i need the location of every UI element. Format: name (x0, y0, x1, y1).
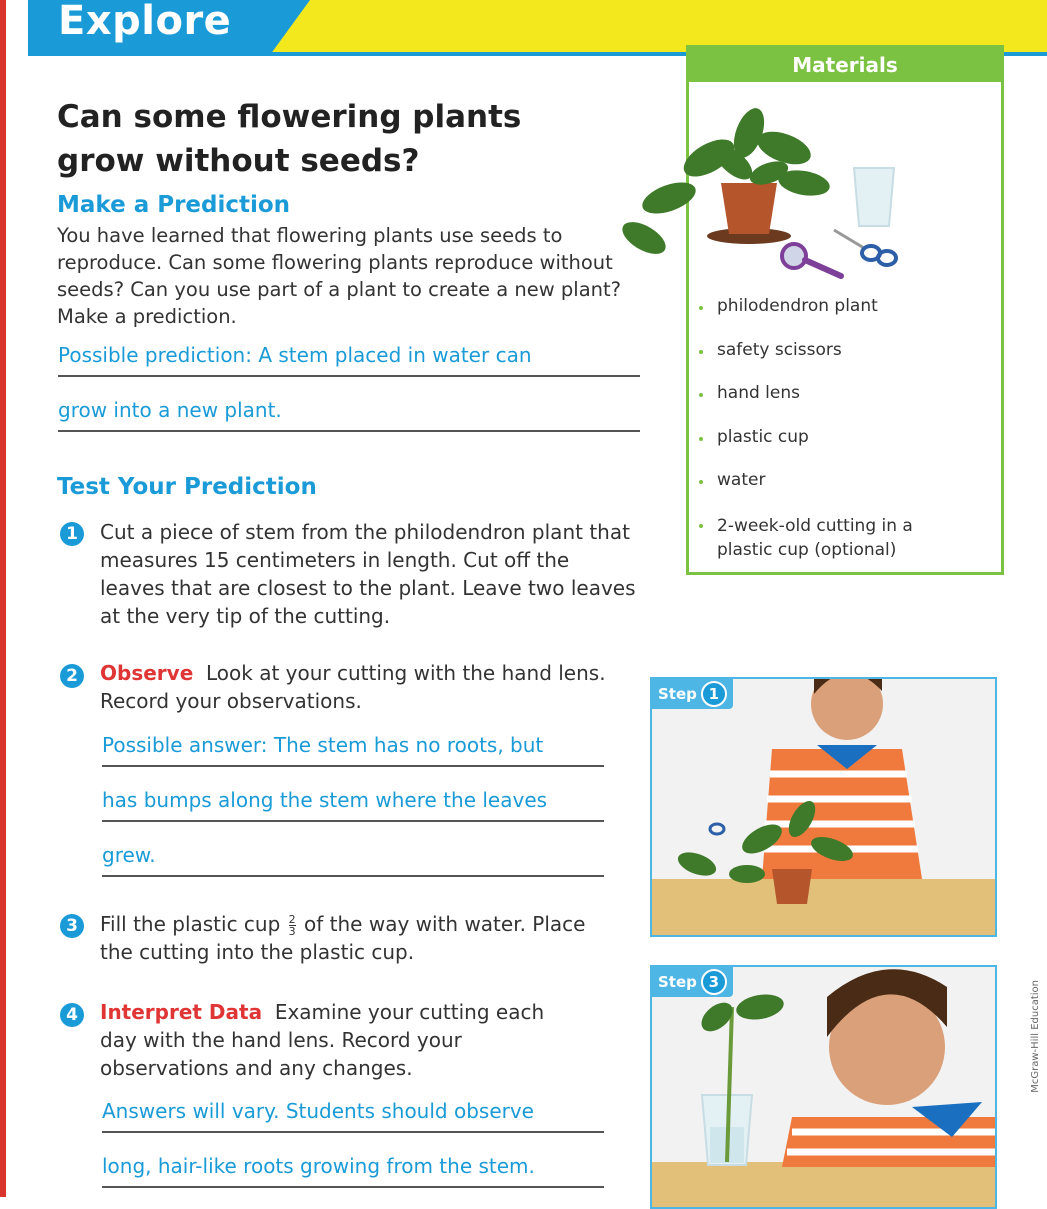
step-2-text (100, 659, 610, 715)
materials-photo (609, 88, 929, 288)
materials-box (686, 45, 1004, 575)
material-item: water (707, 470, 927, 514)
material-item: plastic cup (707, 427, 927, 471)
prediction-answer-line-1: Possible prediction: A stem placed in water can (58, 337, 640, 377)
prediction-text: You have learned that flowering plants use seeds to reproduce. Can some flowering plants reproduce without seeds? Can you use part of a plant to create a new plant? Make a prediction. (57, 224, 622, 328)
materials-header: Materials (689, 48, 1001, 82)
step-3-illustration (652, 967, 995, 1207)
material-item: 2-week-old cutting in a plastic cup (optional) (707, 514, 927, 562)
material-item: philodendron plant (707, 296, 927, 340)
fraction-denominator: 3 (288, 925, 296, 938)
step-3-tag: Step 3 (652, 967, 733, 997)
step-3-text-after: of the way with water. Place the cutting into the plastic cup. (100, 912, 586, 964)
safety-scissors (834, 230, 896, 265)
materials-list (707, 296, 927, 562)
step-1-illustration (652, 679, 995, 935)
prediction-answer-line-2: grow into a new plant. (58, 392, 640, 432)
step-2-answer-line-2: has bumps along the stem where the leaves (102, 782, 604, 822)
step-2-answer-line-3: grew. (102, 837, 604, 877)
left-red-rule (0, 0, 6, 1197)
fraction-numerator: 2 (288, 913, 296, 926)
step-2-number: 2 (60, 664, 84, 688)
hand-lens (782, 244, 806, 268)
step-2-answer-line-1: Possible answer: The stem has no roots, but (102, 727, 604, 767)
test-heading: Test Your Prediction (57, 474, 317, 500)
fraction (289, 914, 296, 937)
step-3-number: 3 (60, 914, 84, 938)
material-item: hand lens (707, 383, 927, 427)
step-1-photo (650, 677, 997, 937)
step-1-tag-number: 1 (701, 681, 727, 707)
step-4-text (100, 998, 570, 1082)
step-3-text-before: Fill the plastic cup (100, 912, 281, 936)
step-4-answer-line-2: long, hair-like roots growing from the stem. (102, 1148, 604, 1188)
step-4-keyword: Interpret Data (100, 1000, 263, 1024)
step-3-photo (650, 965, 997, 1209)
copyright-text: McGraw-Hill Education (1030, 980, 1041, 1093)
step-3-tag-number: 3 (701, 969, 727, 995)
step-3-text (100, 910, 600, 966)
step-2-keyword: Observe (100, 661, 194, 685)
step-2-body: Look at your cutting with the hand lens. Record your observations. (100, 661, 606, 713)
plant-pot (721, 183, 777, 234)
step-4-body: Examine your cutting each day with the hand lens. Record your observations and any changes. (100, 1000, 545, 1080)
prediction-heading: Make a Prediction (57, 192, 291, 218)
step-4-answer-line-1: Answers will vary. Students should observe (102, 1093, 604, 1133)
step-1-tag: Step 1 (652, 679, 733, 709)
page-title: Explore (58, 0, 232, 44)
question-heading: Can some flowering plants grow without seeds? (57, 99, 522, 179)
plastic-cup (854, 168, 894, 226)
material-item: safety scissors (707, 340, 927, 384)
step-4-number: 4 (60, 1003, 84, 1027)
step-1-number: 1 (60, 522, 84, 546)
step-1-text: Cut a piece of stem from the philodendron plant that measures 15 centimeters in length. Cut off the leaves that are closest to the plant. Leave two leaves at the very tip of the cutting. (100, 520, 636, 628)
